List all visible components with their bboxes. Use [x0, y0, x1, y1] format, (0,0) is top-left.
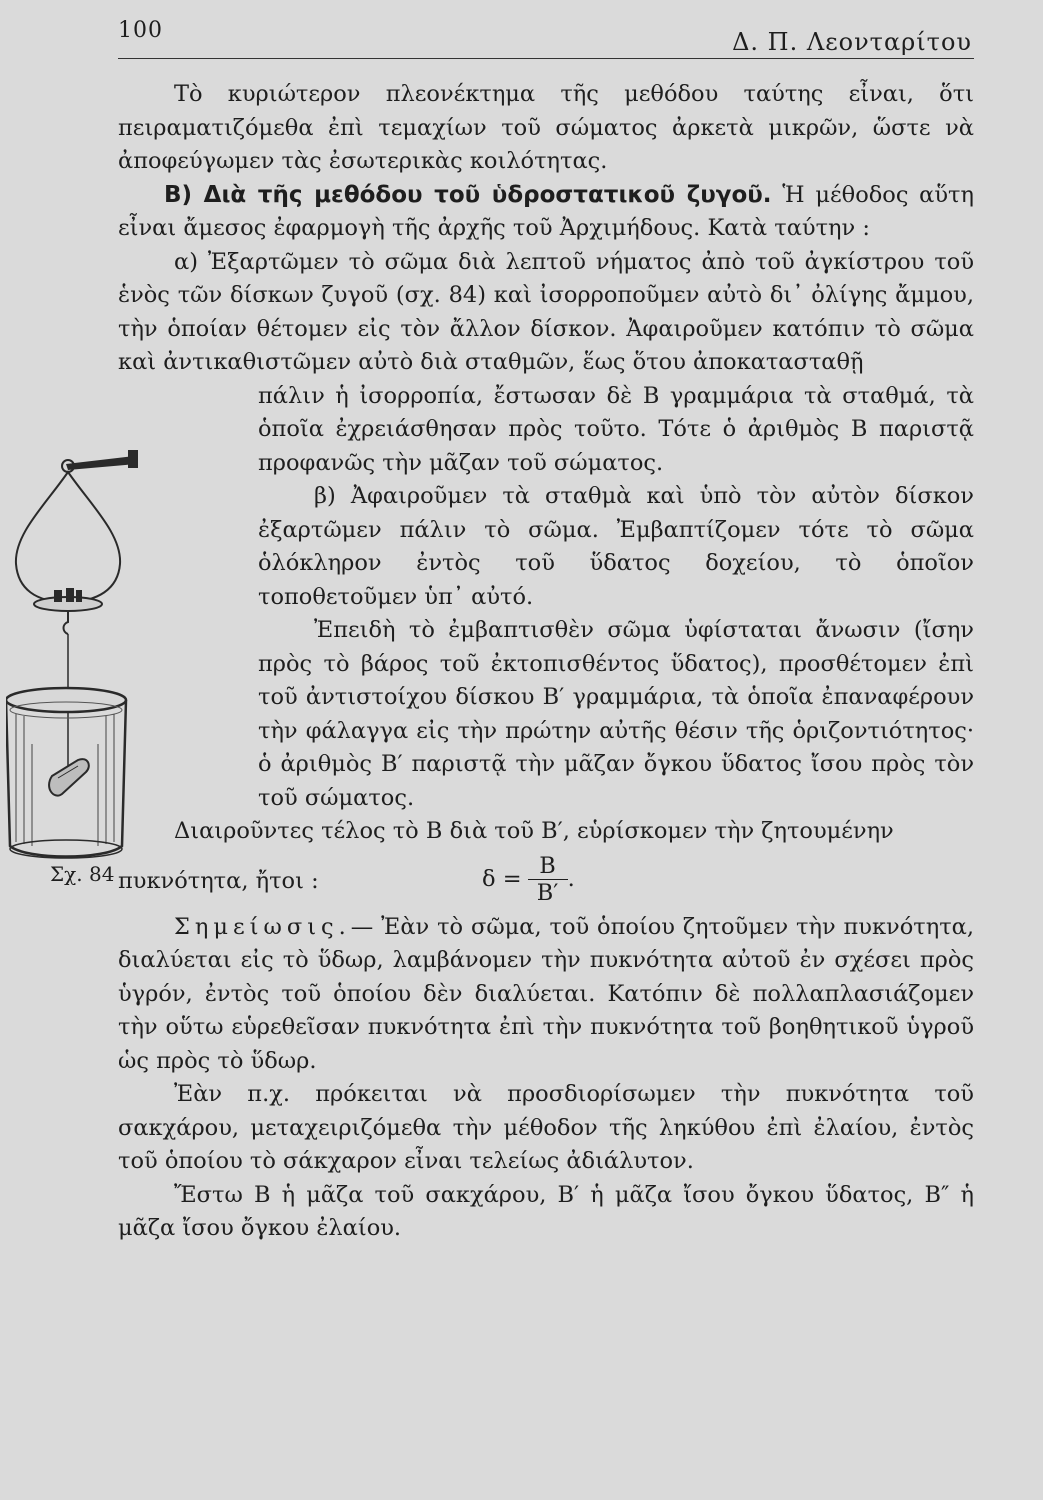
formula-numerator: Β — [539, 853, 556, 879]
section-heading: Β) Διὰ τῆς μεθόδου τοῦ ὑδροστατικοῦ ζυγοῦ. — [164, 181, 772, 208]
density-formula-line — [118, 849, 974, 911]
note-label: Σημείωσις. — [174, 913, 351, 940]
paragraph-buoyancy: Ἐπειδὴ τὸ ἐμβαπτισθὲν σῶμα ὑφίσταται ἄνωσιν (ἴσην πρὸς τὸ βάρος τοῦ ἐκτοπισθέντος ὕδατος), προσθέτομεν ἐπὶ τοῦ ἀντιστοίχου δίσκου Β′ γραμμάρια, τὰ ὁποῖα ἐπαναφέρουν τὴν φάλαγγα εἰς τὴν πρώτην αὐτῆς θέσιν τῆς ὁριζοντιότητος· ὁ ἀριθμὸς Β′ παριστᾷ τὴν μᾶζαν ὄγκου ὕδατος ἴσου πρὸς τὸν τοῦ σώματος. — [258, 617, 974, 811]
formula-denominator: Β′ — [536, 880, 559, 906]
paragraph-sugar-example: Ἐὰν π.χ. πρόκειται νὰ προσδιορίσωμεν τὴν πυκνότητα τοῦ σακχάρου, μεταχειριζόμεθα τὴν μέθοδον τῆς ληκύθου ἐπὶ ἐλαίου, ἐντὸς τοῦ ὁποίου τὸ σάκχαρον εἶναι τελείως ἀδιάλυτον. — [118, 1081, 974, 1174]
immersed-body — [49, 759, 89, 796]
paragraph-divide: Διαιροῦντες τέλος τὸ Β διὰ τοῦ Β′, εὑρίσκομεν τὴν ζητουμένην — [174, 818, 894, 844]
paragraph-advantage: Τὸ κυριώτερον πλεονέκτημα τῆς μεθόδου ταύτης εἶναι, ὅτι πειραματιζόμεθα ἐπὶ τεμαχίων τοῦ σώματος ἀρκετὰ μικρῶν, ὥστε νὰ ἀποφεύγωμεν τὰς ἐσωτερικὰς κοιλότητας. — [118, 81, 974, 174]
paragraph-step-a-cont: πάλιν ἡ ἰσορροπία, ἔστωσαν δὲ Β γραμμάρια τὰ σταθμά, τὰ ὁποῖα ἐχρειάσθησαν πρὸς τοῦτο. Τότε ὁ ἀριθμὸς Β παριστᾷ προφανῶς τὴν μᾶζαν τοῦ σώματος. — [258, 382, 974, 476]
formula-lhs: δ = — [482, 865, 522, 892]
section-intro: Ἡ μέθοδος αὕτη εἶναι ἄμεσος ἐφαρμογὴ τῆς ἀρχῆς τοῦ Ἀρχιμήδους. Κατὰ ταύτην : — [118, 181, 974, 241]
body-text — [118, 78, 974, 1246]
running-head: Δ. Π. Λεονταρίτου — [732, 28, 972, 56]
paragraph-method-b — [118, 179, 974, 246]
formula-period: . — [567, 865, 575, 892]
formula-fraction — [528, 853, 568, 906]
paragraph-masses: Ἔστω Β ἡ μᾶζα τοῦ σακχάρου, Β′ ἡ μᾶζα ἴσου ὄγκου ὕδατος, Β″ ἡ μᾶζα ἴσου ὄγκου ἐλαίου. — [118, 1181, 974, 1241]
figure-wrapped-text — [258, 380, 974, 816]
formula-label: πυκνότητα, ἤτοι : — [118, 867, 319, 894]
paragraph-note — [118, 911, 974, 1079]
page-header — [118, 14, 974, 59]
density-formula — [482, 849, 575, 911]
page-number: 100 — [118, 18, 163, 43]
paragraph-step-a: α) Ἐξαρτῶμεν τὸ σῶμα διὰ λεπτοῦ νήματος ἀπὸ τοῦ ἀγκίστρου τοῦ ἑνὸς τῶν δίσκων ζυγοῦ (σχ. 84) καὶ ἰσορροποῦμεν αὐτὸ δι᾽ ὀλίγης ἄμμου, τὴν ὁποίαν θέτομεν εἰς τὸν ἄλλον δίσκον. Ἀφαιροῦμεν κατόπιν τὸ σῶμα καὶ ἀντικαθιστῶμεν αὐτὸ διὰ σταθμῶν, ἕως ὅτου ἀποκατασταθῇ — [118, 248, 974, 375]
note-text: — Ἐὰν τὸ σῶμα, τοῦ ὁποίου ζητοῦμεν τὴν πυκνότητα, διαλύεται εἰς τὸ ὕδωρ, λαμβάνομεν τὴν πυκνότητα αὐτοῦ ἐν σχέσει πρὸς ὑγρόν, ἐντὸς τοῦ ὁποίου δὲν διαλύεται. Κατόπιν δὲ πολλαπλασιάζομεν τὴν οὕτω εὑρεθεῖσαν πυκνότητα ἐπὶ τὴν πυκνότητα τοῦ βοηθητικοῦ ὑγροῦ ὡς πρὸς τὸ ὕδωρ. — [118, 913, 974, 1074]
pan-suspension — [16, 472, 120, 602]
figure-caption: Σχ. 84 — [50, 862, 115, 886]
paragraph-step-b: β) Ἀφαιροῦμεν τὰ σταθμὰ καὶ ὑπὸ τὸν αὐτὸν δίσκον ἐξαρτῶμεν πάλιν τὸ σῶμα. Ἐμβαπτίζομεν τότε τὸ σῶμα ὁλόκληρον ἐντὸς τοῦ ὕδατος δοχείου, τὸ ὁποῖον τοποθετοῦμεν ὑπ᾽ αὐτό. — [258, 483, 974, 610]
